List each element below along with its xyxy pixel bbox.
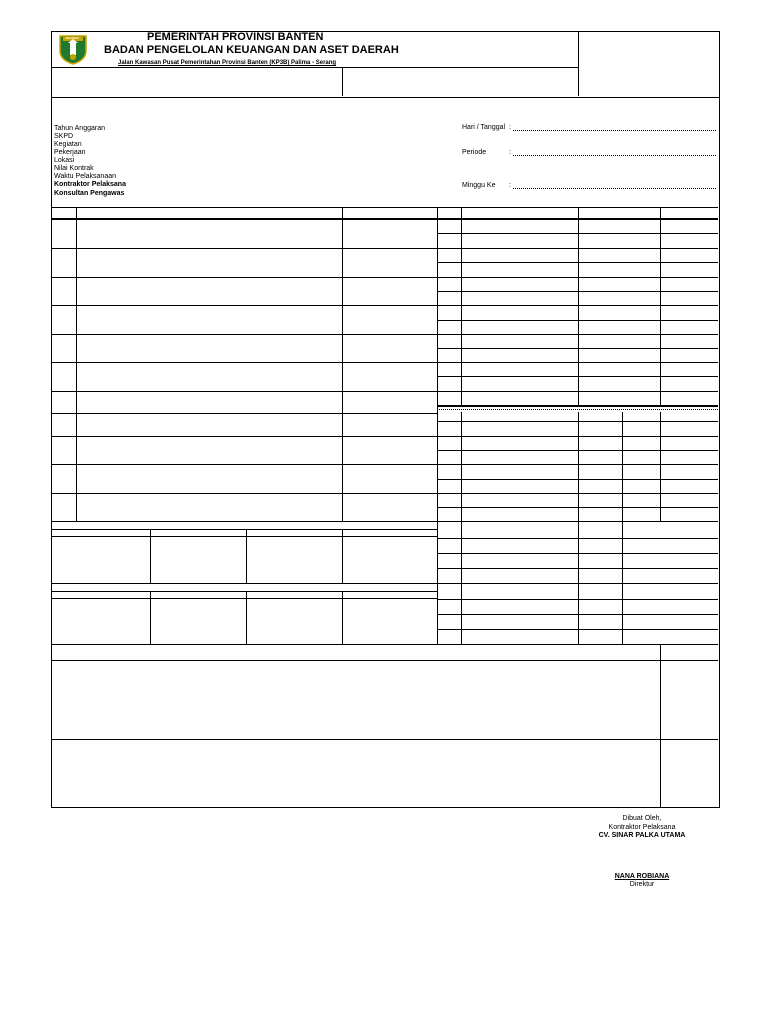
right-col-upper <box>660 207 661 405</box>
header-divider-h <box>51 67 578 68</box>
header-divider-v2 <box>342 67 343 96</box>
header-divider-v1 <box>578 31 579 96</box>
field-hari-tanggal[interactable] <box>513 130 716 131</box>
sub-table-1-col <box>342 529 343 583</box>
sub-table-2-col <box>246 591 247 644</box>
sub-table-1-bottom <box>51 583 437 584</box>
right-col-lower <box>660 412 661 521</box>
logo-label: BANTEN <box>66 36 79 40</box>
sub-table-1-header <box>51 536 437 537</box>
right-row-line <box>437 644 718 645</box>
label-waktu-pelaksanaan: Waktu Pelaksanaan <box>54 173 116 180</box>
right-col-lower <box>461 412 462 644</box>
right-col-upper <box>461 207 462 405</box>
right-row-line-thick <box>437 405 718 407</box>
header-subtitle: BADAN PENGELOLAN KEUANGAN DAN ASET DAERAH <box>104 44 399 56</box>
label-kontraktor-pelaksana: Kontraktor Pelaksana <box>54 181 126 188</box>
left-row-line <box>51 521 437 522</box>
sub-table-1-top <box>51 529 437 530</box>
field-minggu-ke[interactable] <box>513 188 716 189</box>
label-minggu-ke: Minggu Ke <box>462 182 496 189</box>
label-nilai-kontrak: Nilai Kontrak <box>54 165 94 172</box>
label-konsultan-pengawas: Konsultan Pengawas <box>54 190 125 197</box>
left-row-line <box>51 248 437 249</box>
header-title: PEMERINTAH PROVINSI BANTEN <box>147 31 324 43</box>
table-top-line <box>51 207 718 208</box>
sig-name: NANA ROBIANA <box>614 873 670 880</box>
table-header-bottom <box>51 218 718 220</box>
right-col-lower <box>622 412 623 644</box>
left-row-line <box>51 436 437 437</box>
sub-table-2-top <box>51 591 437 592</box>
comment-right-col <box>660 644 661 807</box>
right-col-upper <box>578 207 579 405</box>
label-pekerjaan: Pekerjaan <box>54 149 86 156</box>
field-periode[interactable] <box>513 155 716 156</box>
left-row-line <box>51 305 437 306</box>
sub-table-2-col <box>150 591 151 644</box>
sig-role: Kontraktor Pelaksana <box>608 824 676 831</box>
label-lokasi: Lokasi <box>54 157 75 164</box>
sub-table-1-col <box>150 529 151 583</box>
colon-minggu-ke: : <box>509 182 511 189</box>
left-col-3 <box>342 207 343 521</box>
comment-divider <box>51 739 718 740</box>
left-row-line <box>51 334 437 335</box>
sig-title: Direktur <box>629 881 655 888</box>
sub-table-2-bottom <box>51 644 437 645</box>
colon-periode: : <box>509 149 511 156</box>
sig-dibuat-oleh: Dibuat Oleh, <box>622 815 662 822</box>
left-row-line <box>51 464 437 465</box>
left-row-line <box>51 413 437 414</box>
left-row-line <box>51 493 437 494</box>
header-address: Jalan Kawasan Pusat Pemerintahan Provinsi Banten (KP3B) Palima - Serang <box>118 60 337 66</box>
left-col-no <box>76 207 77 521</box>
main-form-box <box>51 96 720 808</box>
right-col-lower <box>578 412 579 644</box>
label-tahun-anggaran: Tahun Anggaran <box>54 125 105 132</box>
label-hari-tanggal: Hari / Tanggal <box>462 124 506 131</box>
grid-dotted-line <box>437 409 718 410</box>
colon-hari-tanggal: : <box>509 124 511 131</box>
section-divider <box>437 207 438 644</box>
label-skpd: SKPD <box>54 133 74 140</box>
banten-logo <box>56 33 90 65</box>
label-periode: Periode <box>462 149 487 156</box>
left-row-line <box>51 277 437 278</box>
sub-table-1-col <box>246 529 247 583</box>
left-row-line <box>51 391 437 392</box>
sig-company: CV. SINAR PALKA UTAMA <box>598 832 686 839</box>
label-kegiatan: Kegiatan <box>54 141 82 148</box>
left-row-line <box>51 362 437 363</box>
sub-table-2-header <box>51 598 437 599</box>
sub-table-2-col <box>342 591 343 644</box>
comment-top <box>51 660 718 661</box>
